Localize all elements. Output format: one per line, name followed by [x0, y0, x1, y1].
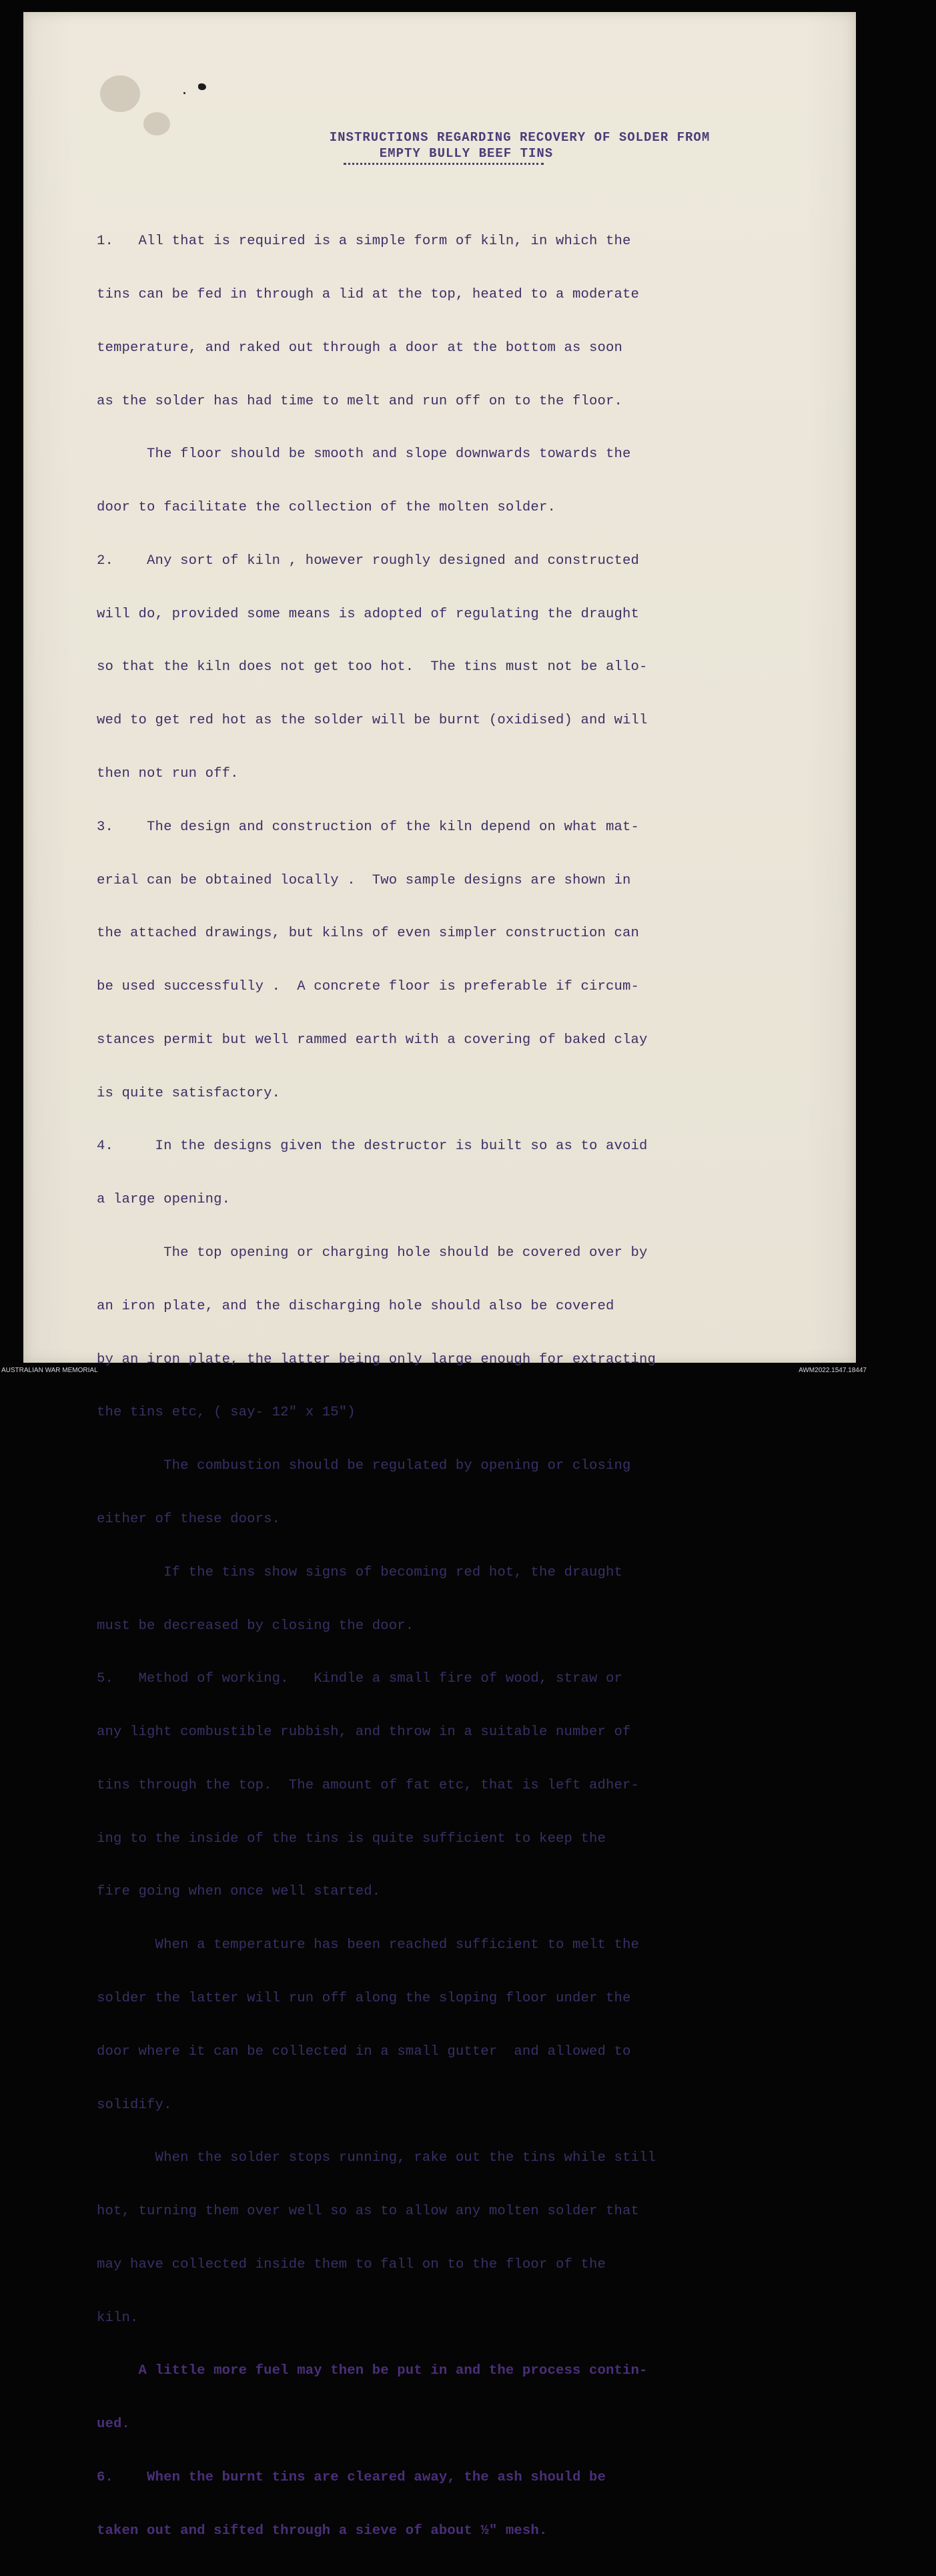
text-line: 5. Method of working. Kindle a small fire of wood, straw or	[97, 1671, 623, 1687]
text-line: door where it can be collected in a small gutter and allowed to	[97, 2043, 631, 2059]
archive-reference: AWM2022.1547.18447	[799, 1367, 867, 1374]
title-underline	[344, 160, 544, 165]
text-line: wed to get red hot as the solder will be burnt (oxidised) and will	[97, 713, 648, 729]
text-line: 4. In the designs given the destructor is built so as to avoid	[97, 1139, 648, 1155]
text-line: then not run off.	[97, 766, 239, 781]
text-line: When the solder stops running, rake out the tins while still	[97, 2150, 656, 2166]
text-line: as the solder has had time to melt and run off on to the floor.	[97, 393, 623, 409]
text-line: taken out and sifted through a sieve of about ½" mesh.	[97, 2523, 548, 2539]
text-line: ued.	[97, 2417, 131, 2433]
text-line: tins can be fed in through a lid at the top, heated to a moderate	[97, 286, 640, 302]
text-line: the tins etc, ( say- 12" x 15")	[97, 1405, 356, 1421]
text-line: hot, turning them over well so as to allow any molten solder that	[97, 2204, 640, 2220]
text-line: 2. Any sort of kiln , however roughly designed and constructed	[97, 553, 640, 569]
text-line: ing to the inside of the tins is quite sufficient to keep the	[97, 1831, 606, 1847]
text-line: is quite satisfactory.	[97, 1085, 281, 1101]
text-line: The top opening or charging hole should be covered over by	[97, 1245, 648, 1261]
text-line: an iron plate, and the discharging hole should also be covered	[97, 1298, 614, 1314]
text-line: tins through the top. The amount of fat etc, that is left adher-	[97, 1777, 640, 1793]
ink-speck	[198, 83, 206, 90]
document-body	[97, 198, 817, 2576]
text-line: The floor should be smooth and slope downwards towards the	[97, 446, 631, 462]
text-line: 1. All that is required is a simple form of kiln, in which the	[97, 234, 631, 250]
text-line: The combustion should be regulated by opening or closing	[97, 1458, 631, 1474]
text-line: stances permit but well rammed earth with a covering of baked clay	[97, 1032, 648, 1048]
text-line: 6. When the burnt tins are cleared away, the ash should be	[97, 2470, 606, 2485]
text-line: any light combustible rubbish, and throw in a suitable number of	[97, 1724, 631, 1740]
text-line: be used successfully . A concrete floor is preferable if circum-	[97, 979, 640, 995]
text-line: erial can be obtained locally . Two sample designs are shown in	[97, 872, 631, 888]
text-line: will do, provided some means is adopted of regulating the draught	[97, 606, 640, 622]
text-line: If the tins show signs of becoming red hot, the draught	[97, 1564, 623, 1580]
text-line: so that the kiln does not get too hot. The tins must not be allo-	[97, 659, 648, 675]
text-line: temperature, and raked out through a door at the bottom as soon	[97, 340, 623, 356]
text-line: the attached drawings, but kilns of even simpler construction can	[97, 926, 640, 942]
text-line: fire going when once well started.	[97, 1884, 381, 1900]
text-line: by an iron plate, the latter being only large enough for extracting	[97, 1351, 656, 1367]
text-line: When a temperature has been reached sufficient to melt the	[97, 1937, 640, 1953]
paper-stain	[100, 75, 140, 112]
ink-speck	[183, 92, 185, 94]
text-line: solder the latter will run off along the sloping floor under the	[97, 1990, 631, 2006]
document-title-line-2: EMPTY BULLY BEEF TINS	[379, 146, 554, 161]
text-line: may have collected inside them to fall on to the floor of the	[97, 2256, 606, 2272]
text-line: 3. The design and construction of the kiln depend on what mat-	[97, 819, 640, 835]
text-line: a large opening.	[97, 1192, 231, 1208]
archive-credit: AUSTRALIAN WAR MEMORIAL	[1, 1367, 98, 1374]
document-title-line-1: INSTRUCTIONS REGARDING RECOVERY OF SOLDER FROM	[329, 130, 711, 145]
text-line: must be decreased by closing the door.	[97, 1618, 414, 1634]
text-line: either of these doors.	[97, 1511, 281, 1527]
text-line: solidify.	[97, 2097, 172, 2113]
text-line: kiln.	[97, 2310, 139, 2326]
text-line: door to facilitate the collection of the molten solder.	[97, 500, 556, 516]
text-line: A little more fuel may then be put in and the process contin-	[97, 2363, 648, 2379]
